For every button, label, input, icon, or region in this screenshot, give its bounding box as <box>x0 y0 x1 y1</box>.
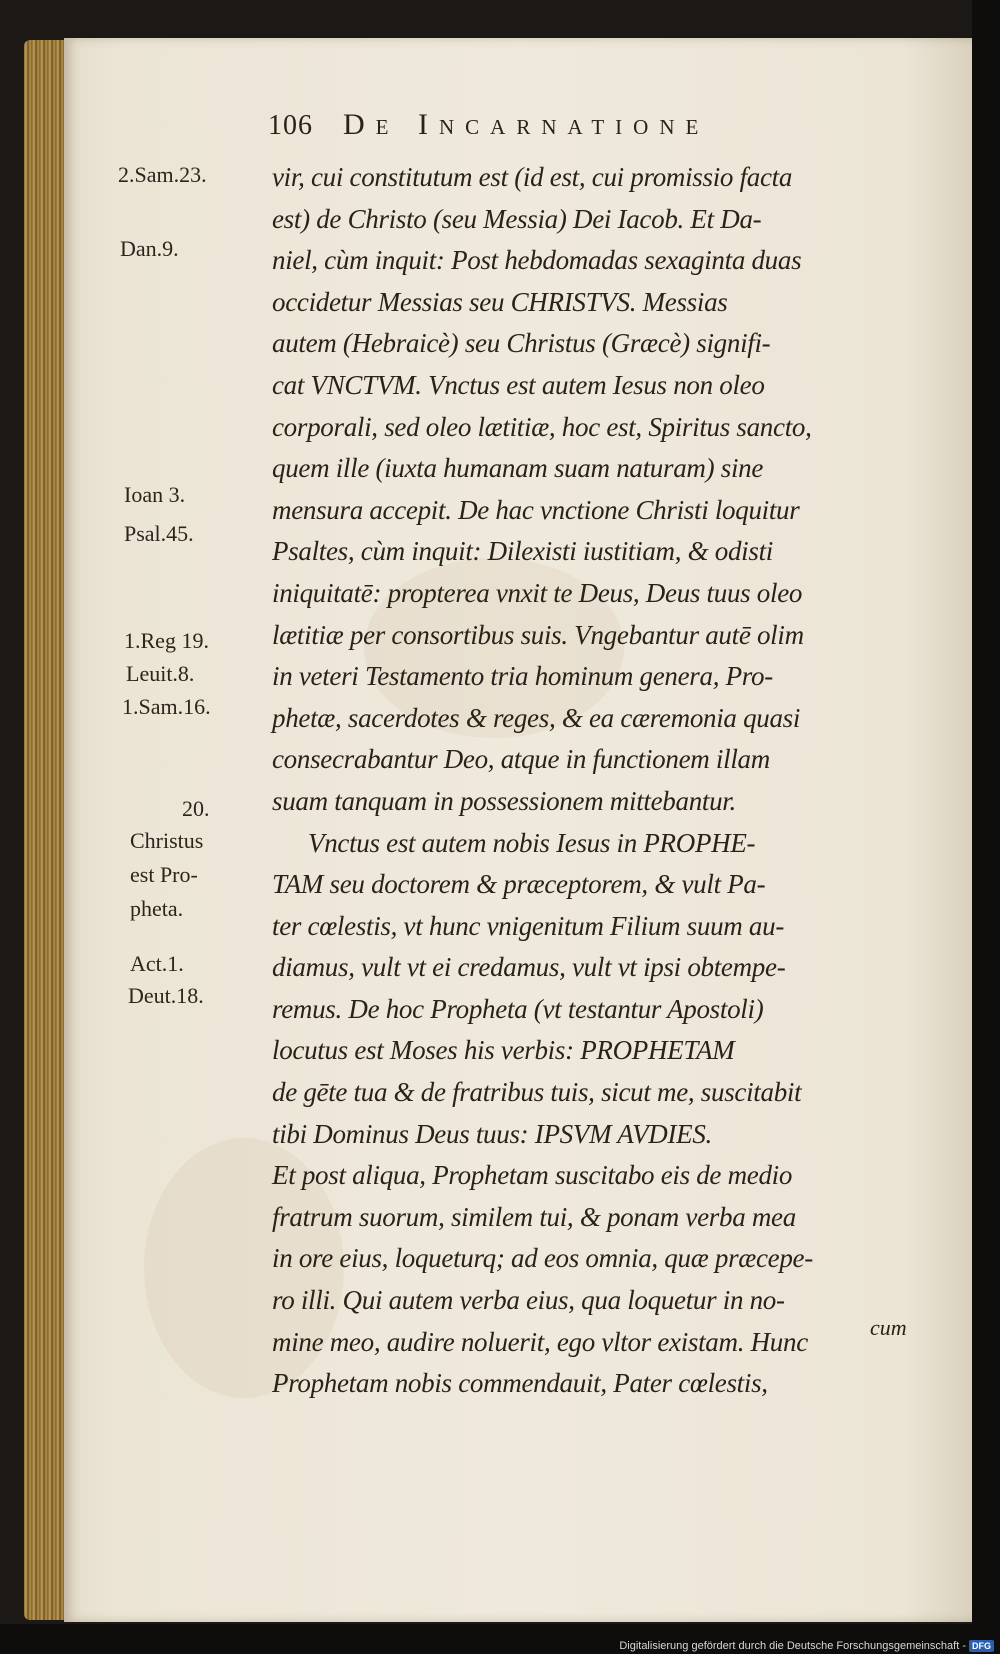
text-line: diamus, vult vt ei credamus, vult vt ipsi obtempe- <box>272 952 786 983</box>
text-line: remus. De hoc Propheta (vt testantur Apostoli) <box>272 993 764 1024</box>
text-line: occidetur Messias seu CHRISTVS. Messias <box>272 286 728 317</box>
text-line: ter cœlestis, vt hunc vnigenitum Filium suum au- <box>272 910 785 941</box>
text-line: tibi Dominus Deus tuus: IPSVM AVDIES. <box>272 1118 713 1149</box>
dfg-logo: DFG <box>969 1640 994 1652</box>
text-line: Psaltes, cùm inquit: Dilexisti iustitiam, & odisti <box>272 536 773 567</box>
text-line: est) de Christo (seu Messia) Dei Iacob. Et Da- <box>272 203 762 234</box>
margin-note: pheta. <box>130 896 184 921</box>
margin-note: 1.Reg 19. <box>124 628 209 653</box>
running-title: De Incarnatione <box>343 108 710 141</box>
margin-note: 20. <box>182 796 210 821</box>
margin-note: Ioan 3. <box>124 482 186 507</box>
text-line: Et post aliqua, Prophetam suscitabo eis de medio <box>272 1160 793 1191</box>
text-line: fratrum suorum, similem tui, & ponam verba mea <box>272 1201 796 1232</box>
credit-text: Digitalisierung gefördert durch die Deutsche Forschungsgemeinschaft - <box>619 1640 966 1652</box>
text-line: ro illi. Qui autem verba eius, qua loquetur in no- <box>272 1285 785 1316</box>
margin-note: 1.Sam.16. <box>122 694 211 719</box>
text-line: autem (Hebraicè) seu Christus (Græcè) signifi- <box>272 328 771 359</box>
text-line: TAM seu doctorem & præceptorem, & vult Pa- <box>272 869 766 900</box>
text-line: locutus est Moses his verbis: PROPHETAM <box>272 1035 735 1066</box>
margin-note: Act.1. <box>130 951 184 976</box>
text-line: in veteri Testamento tria hominum genera, Pro- <box>272 661 773 692</box>
catchword: cum <box>870 1315 907 1340</box>
margin-note: est Pro- <box>130 862 198 887</box>
digitization-credit <box>619 1640 994 1652</box>
margin-note: Christus <box>130 828 204 853</box>
text-line: in ore eius, loqueturq; ad eos omnia, quæ præcepe- <box>272 1243 813 1274</box>
text-line: de gēte tua & de fratribus tuis, sicut me, suscitabit <box>272 1077 802 1108</box>
text-line: lætitiæ per consortibus suis. Vngebantur autē olim <box>272 619 804 650</box>
text-line: iniquitatē: propterea vnxit te Deus, Deus tuus oleo <box>272 577 803 608</box>
text-line: niel, cùm inquit: Post hebdomadas sexaginta duas <box>272 245 802 276</box>
scan-bottom-border <box>0 1624 1000 1654</box>
margin-note: Leuit.8. <box>126 661 195 686</box>
running-head <box>268 108 828 152</box>
body-text <box>272 157 932 1405</box>
text-line: Vnctus est autem nobis Iesus in PROPHE- <box>308 827 756 858</box>
margin-note: 2.Sam.23. <box>118 162 207 187</box>
text-line: Prophetam nobis commendauit, Pater cœlestis, <box>272 1368 768 1399</box>
text-line: quem ille (iuxta humanam suam naturam) sine <box>272 453 764 484</box>
text-line: cat VNCTVM. Vnctus est autem Iesus non oleo <box>272 369 765 400</box>
text-line: suam tanquam in possessionem mittebantur. <box>272 785 736 816</box>
page-number: 106 <box>268 110 313 141</box>
text-line: corporali, sed oleo lætitiæ, hoc est, Spiritus sancto, <box>272 411 812 442</box>
text-line: phetæ, sacerdotes & reges, & ea cæremonia quasi <box>272 702 801 733</box>
text-line: vir, cui constitutum est (id est, cui promissio facta <box>272 162 793 192</box>
text-line: consecrabantur Deo, atque in functionem illam <box>272 744 770 775</box>
text-line: mensura accepit. De hac vnctione Christi loquitur <box>272 494 800 525</box>
scan-right-border <box>972 0 1000 1654</box>
margin-note: Dan.9. <box>120 236 179 261</box>
margin-note: Psal.45. <box>124 521 194 546</box>
margin-note: Deut.18. <box>128 983 204 1008</box>
text-line: mine meo, audire noluerit, ego vltor existam. Hunc <box>272 1326 808 1357</box>
